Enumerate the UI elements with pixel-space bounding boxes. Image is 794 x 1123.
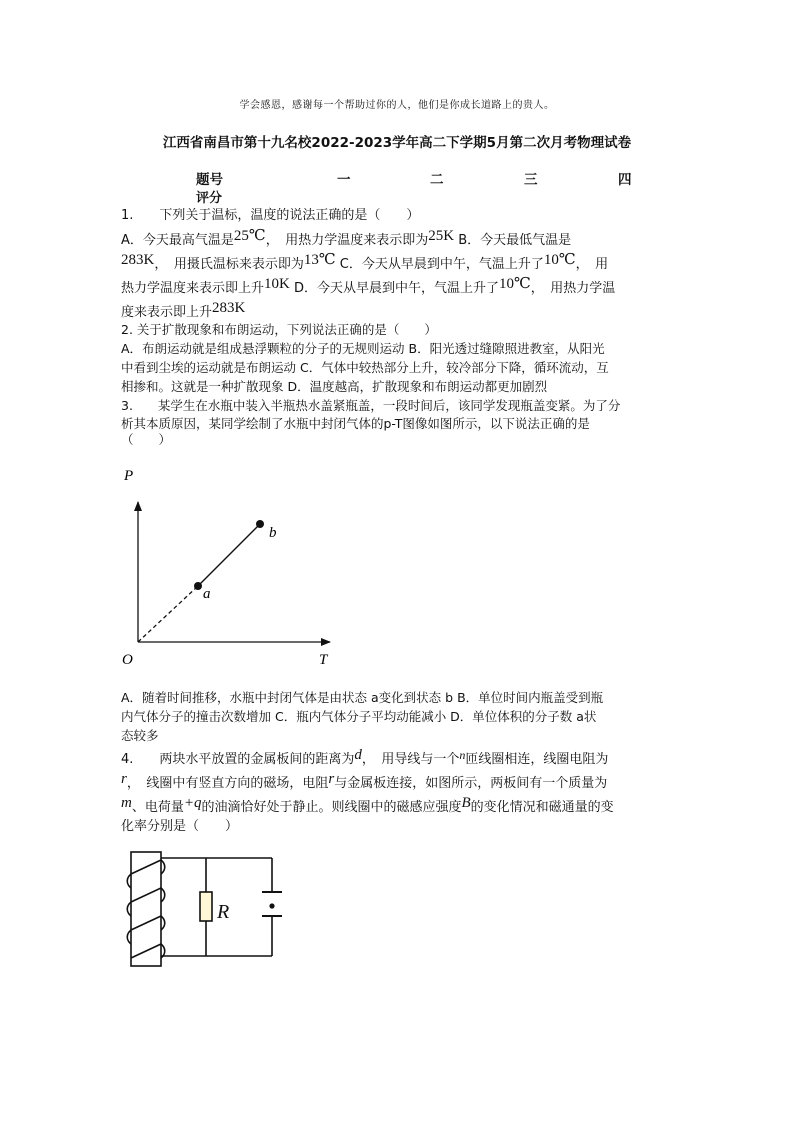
q4-var-r-2: r: [328, 771, 335, 787]
question-4-line-2: [121, 771, 677, 796]
question-1-line-2: [121, 252, 677, 277]
q1-value-10k: 10K: [264, 276, 290, 292]
q4-var-n: n: [459, 748, 466, 762]
question-2-options-line-2: 中看到尘埃的运动就是布朗运动 C．气体中较热部分上升，较冷部分下降，循环流动，互: [121, 360, 609, 375]
question-2-options-line-3: 相掺和。这就是一种扩散现象 D．温度越高，扩散现象和布朗运动都更加剧烈: [121, 379, 548, 394]
question-1-stem: 1. 下列关于温标，温度的说法正确的是（ ）: [121, 208, 420, 223]
process-line-ab: [198, 524, 260, 586]
y-axis-label: P: [124, 468, 134, 484]
question-1-line-1: [121, 228, 677, 253]
q1-value-283k-2: 283K: [212, 300, 246, 316]
q4-var-q: +q: [183, 795, 202, 811]
page-title: 江西省南昌市第十九名校2022-2023学年高二下学期5月第二次月考物理试卷: [162, 135, 632, 151]
oil-drop: [269, 903, 274, 908]
q1-value-10c-2: 10℃: [499, 276, 531, 292]
score-table-question-label: 题号: [196, 172, 223, 188]
q1-a-text: A．今天最高气温是: [121, 233, 234, 248]
resistor-label: R: [217, 901, 230, 923]
q1-c-text: C．今天从早晨到中午，气温上升了: [339, 257, 544, 272]
q1-a-text-2: ， 用热力学温度来表示即为: [265, 233, 429, 248]
origin-label: O: [122, 652, 133, 668]
q1-value-283k: 283K: [121, 252, 155, 268]
q1-d-text-2: ， 用热力学温: [530, 281, 616, 296]
q4-text-6: 、电荷量: [131, 800, 184, 815]
point-b-label: b: [269, 525, 277, 541]
q1-value-25k: 25K: [428, 228, 455, 244]
extension-dashed-line: [138, 586, 198, 642]
question-4-line-1: [121, 747, 677, 772]
q1-b-text: B．今天最低气温是: [458, 233, 572, 248]
q4-text-3: 匝线圈相连，线圈电阻为: [465, 752, 609, 767]
q4-text-7: 的油滴恰好处于静止。则线圈中的磁感应强度: [201, 800, 462, 815]
question-2-stem: 2. 关于扩散现象和布朗运动，下列说法正确的是（ ）: [121, 322, 437, 337]
q1-value-13c: 13℃: [303, 252, 336, 268]
q1-value-10c: 10℃: [543, 252, 576, 268]
question-3-options-line-2: 内气体分子的撞击次数增加 C．瓶内气体分子平均动能减小 D．单位体积的分子数 a状: [121, 709, 597, 724]
question-3-stem-line-2: 析其本质原因，某同学绘制了水瓶中封闭气体的p-T图像如图所示，以下说法正确的是: [121, 416, 590, 431]
q4-var-r: r: [121, 771, 127, 787]
question-1-line-3: [121, 276, 677, 301]
q4-text-8: 的变化情况和磁通量的变: [470, 800, 614, 815]
q1-d-text: D．今天从早晨到中午，气温上升了: [294, 281, 500, 296]
resistor: [200, 892, 212, 921]
q4-text-4: ， 线圈中有竖直方向的磁场，电阻: [126, 776, 329, 791]
q4-var-B: B: [461, 795, 471, 811]
q1-b-text-2: ， 用摄氏温标来表示即为: [154, 257, 304, 272]
question-3-options-line-1: A．随着时间推移，水瓶中封闭气体是由状态 a变化到状态 b B．单位时间内瓶盖受到瓶: [121, 690, 604, 705]
q1-c-text-3: 热力学温度来表示即上升: [121, 281, 265, 296]
question-4-line-4: 化率分别是（ ）: [121, 819, 239, 834]
x-axis-label: T: [319, 652, 328, 668]
score-table-score-label: 评分: [196, 191, 223, 206]
question-2-options-line-1: A．布朗运动就是组成悬浮颗粒的分子的无规则运动 B．阳光透过缝隙照进教室，从阳光: [121, 341, 605, 356]
header-motto: 学会感恩，感谢每一个帮助过你的人，他们是你成长道路上的贵人。: [239, 100, 555, 111]
coil-core: [131, 852, 161, 966]
question-3-stem-line-1: 3. 某学生在水瓶中装入半瓶热水盖紧瓶盖，一段时间后，该同学发现瓶盖变紧。为了分: [121, 398, 621, 413]
q4-var-d: d: [354, 747, 362, 763]
point-a-marker: [194, 582, 202, 590]
point-b-marker: [256, 520, 264, 528]
q1-c-text-2: ， 用: [575, 257, 609, 272]
q4-text-2: ， 用导线与一个: [361, 752, 460, 767]
pt-graph: [118, 460, 348, 675]
q1-d-text-3: 度来表示即上升: [121, 305, 213, 320]
circuit-diagram: [124, 848, 294, 974]
q4-text-1: 4. 两块水平放置的金属板间的距离为: [121, 752, 355, 767]
q1-value-25c: 25℃: [233, 228, 266, 244]
score-table-col-3: 三: [524, 172, 538, 188]
score-table-col-4: 四: [618, 172, 632, 188]
point-a-label: a: [203, 586, 211, 602]
coil-winding: [127, 860, 165, 958]
question-3-options-line-3: 态较多: [121, 728, 159, 743]
score-table-col-2: 二: [430, 172, 444, 188]
q4-text-5: 与金属板连接，如图所示，两板间有一个质量为: [334, 776, 608, 791]
score-table-col-1: 一: [337, 172, 351, 188]
question-3-stem-line-3: （ ）: [121, 432, 172, 447]
q4-var-m: m: [121, 795, 132, 811]
